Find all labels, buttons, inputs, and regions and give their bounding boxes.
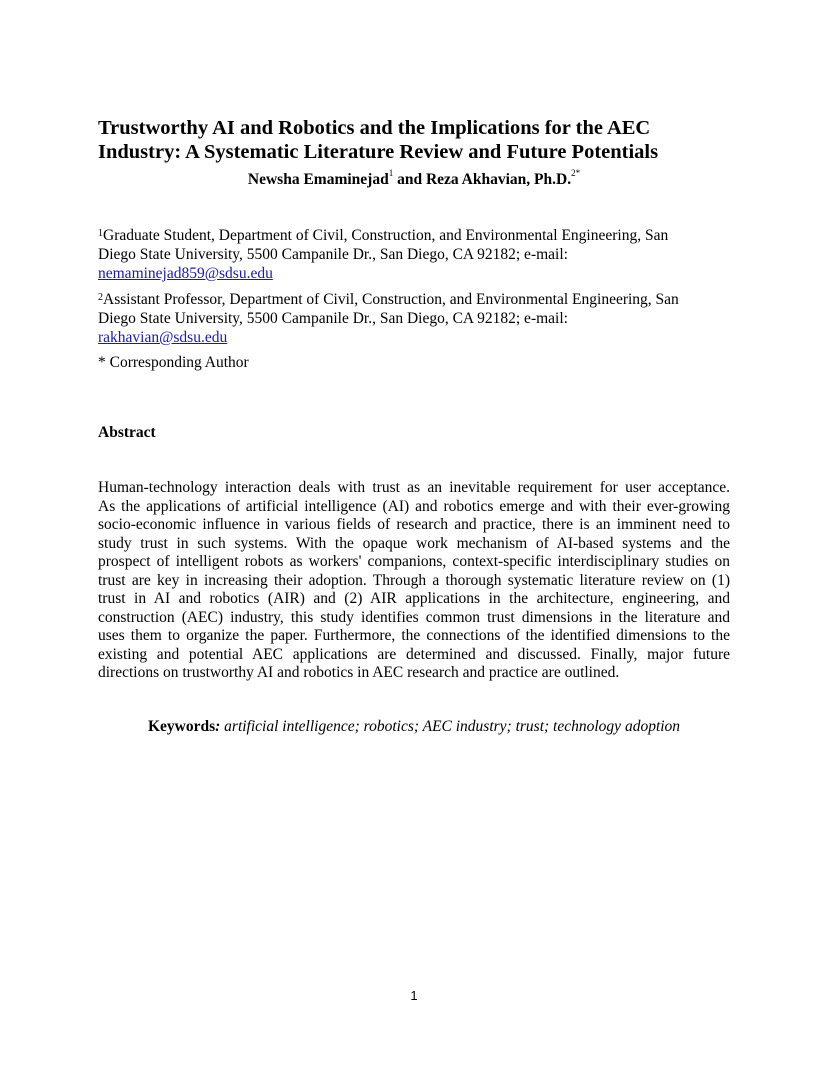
author-joiner: and	[393, 171, 426, 188]
keywords-colon: :	[215, 718, 221, 735]
abstract-heading: Abstract	[98, 424, 156, 441]
affiliation-line: Diego State University, 5500 Campanile Dr., San Diego, CA 92182; e-mail:	[98, 246, 568, 263]
affiliation-line	[98, 226, 738, 245]
affiliation-2	[98, 290, 738, 347]
author-affiliation-mark: 1	[388, 168, 394, 178]
affiliation-1	[98, 226, 738, 283]
corresponding-author-note: * Corresponding Author	[98, 354, 249, 371]
affiliation-text: Assistant Professor, Department of Civil, Construction, and Environmental Engineering, San	[103, 291, 679, 308]
abstract-body	[98, 479, 730, 683]
paper-title	[98, 116, 738, 164]
keywords	[0, 718, 828, 736]
title-line: Industry: A Systematic Literature Review and Future Potentials	[98, 141, 659, 163]
author-list	[0, 168, 828, 189]
affiliation-line	[98, 264, 738, 283]
keywords-list: artificial intelligence; robotics; AEC industry; trust; technology adoption	[224, 718, 681, 735]
email-link[interactable]: nemaminejad859@sdsu.edu	[98, 265, 273, 282]
abstract-line: study trust in such systems. With the opaque work mechanism of AI-based systems and the	[98, 534, 730, 552]
affiliation-mark: 2	[98, 292, 103, 303]
author-name: Newsha Emaminejad	[247, 171, 389, 188]
author-name: Reza Akhavian, Ph.D.	[425, 171, 572, 188]
keywords-label: Keywords	[147, 718, 216, 735]
affiliation-mark: 1	[98, 228, 103, 239]
affiliation-line	[98, 328, 738, 347]
abstract-line: trust in AI and robotics (AIR) and (2) AIR applications in the architecture, engineering, and	[98, 590, 730, 607]
author-affiliation-mark: 2*	[571, 168, 581, 178]
abstract-line: existing and potential AEC applications are determined and discussed. Finally, major future	[98, 645, 730, 663]
affiliation-text: Graduate Student, Department of Civil, Construction, and Environmental Engineering, San	[103, 227, 669, 244]
abstract-line: prospect of intelligent robots as workers' companions, context-specific interdisciplinary studies on	[98, 553, 730, 570]
abstract-line: Human-technology interaction deals with trust as an inevitable requirement for user acceptance.	[98, 479, 730, 496]
page-number: 1	[410, 988, 418, 1003]
abstract-line: trust are key in increasing their adoption. Through a thorough systematic literature review on (1)	[98, 571, 730, 589]
abstract-line: socio-economic influence in various fields of research and practice, there is an imminent need to	[98, 516, 730, 533]
abstract-line: construction (AEC) industry, this study identifies common trust dimensions in the literature and	[98, 608, 730, 626]
email-link[interactable]: rakhavian@sdsu.edu	[98, 329, 228, 346]
abstract-line: As the applications of artificial intelligence (AI) and robotics emerge and with their ever-growing	[98, 497, 730, 515]
abstract-line: directions on trustworthy AI and robotics in AEC research and practice are outlined.	[98, 664, 620, 681]
affiliation-line	[98, 290, 738, 309]
title-line: Trustworthy AI and Robotics and the Implications for the AEC	[98, 117, 651, 139]
affiliation-line: Diego State University, 5500 Campanile Dr., San Diego, CA 92182; e-mail:	[98, 310, 568, 327]
abstract-line: uses them to organize the paper. Furthermore, the connections of the identified dimensions to the	[98, 627, 730, 644]
